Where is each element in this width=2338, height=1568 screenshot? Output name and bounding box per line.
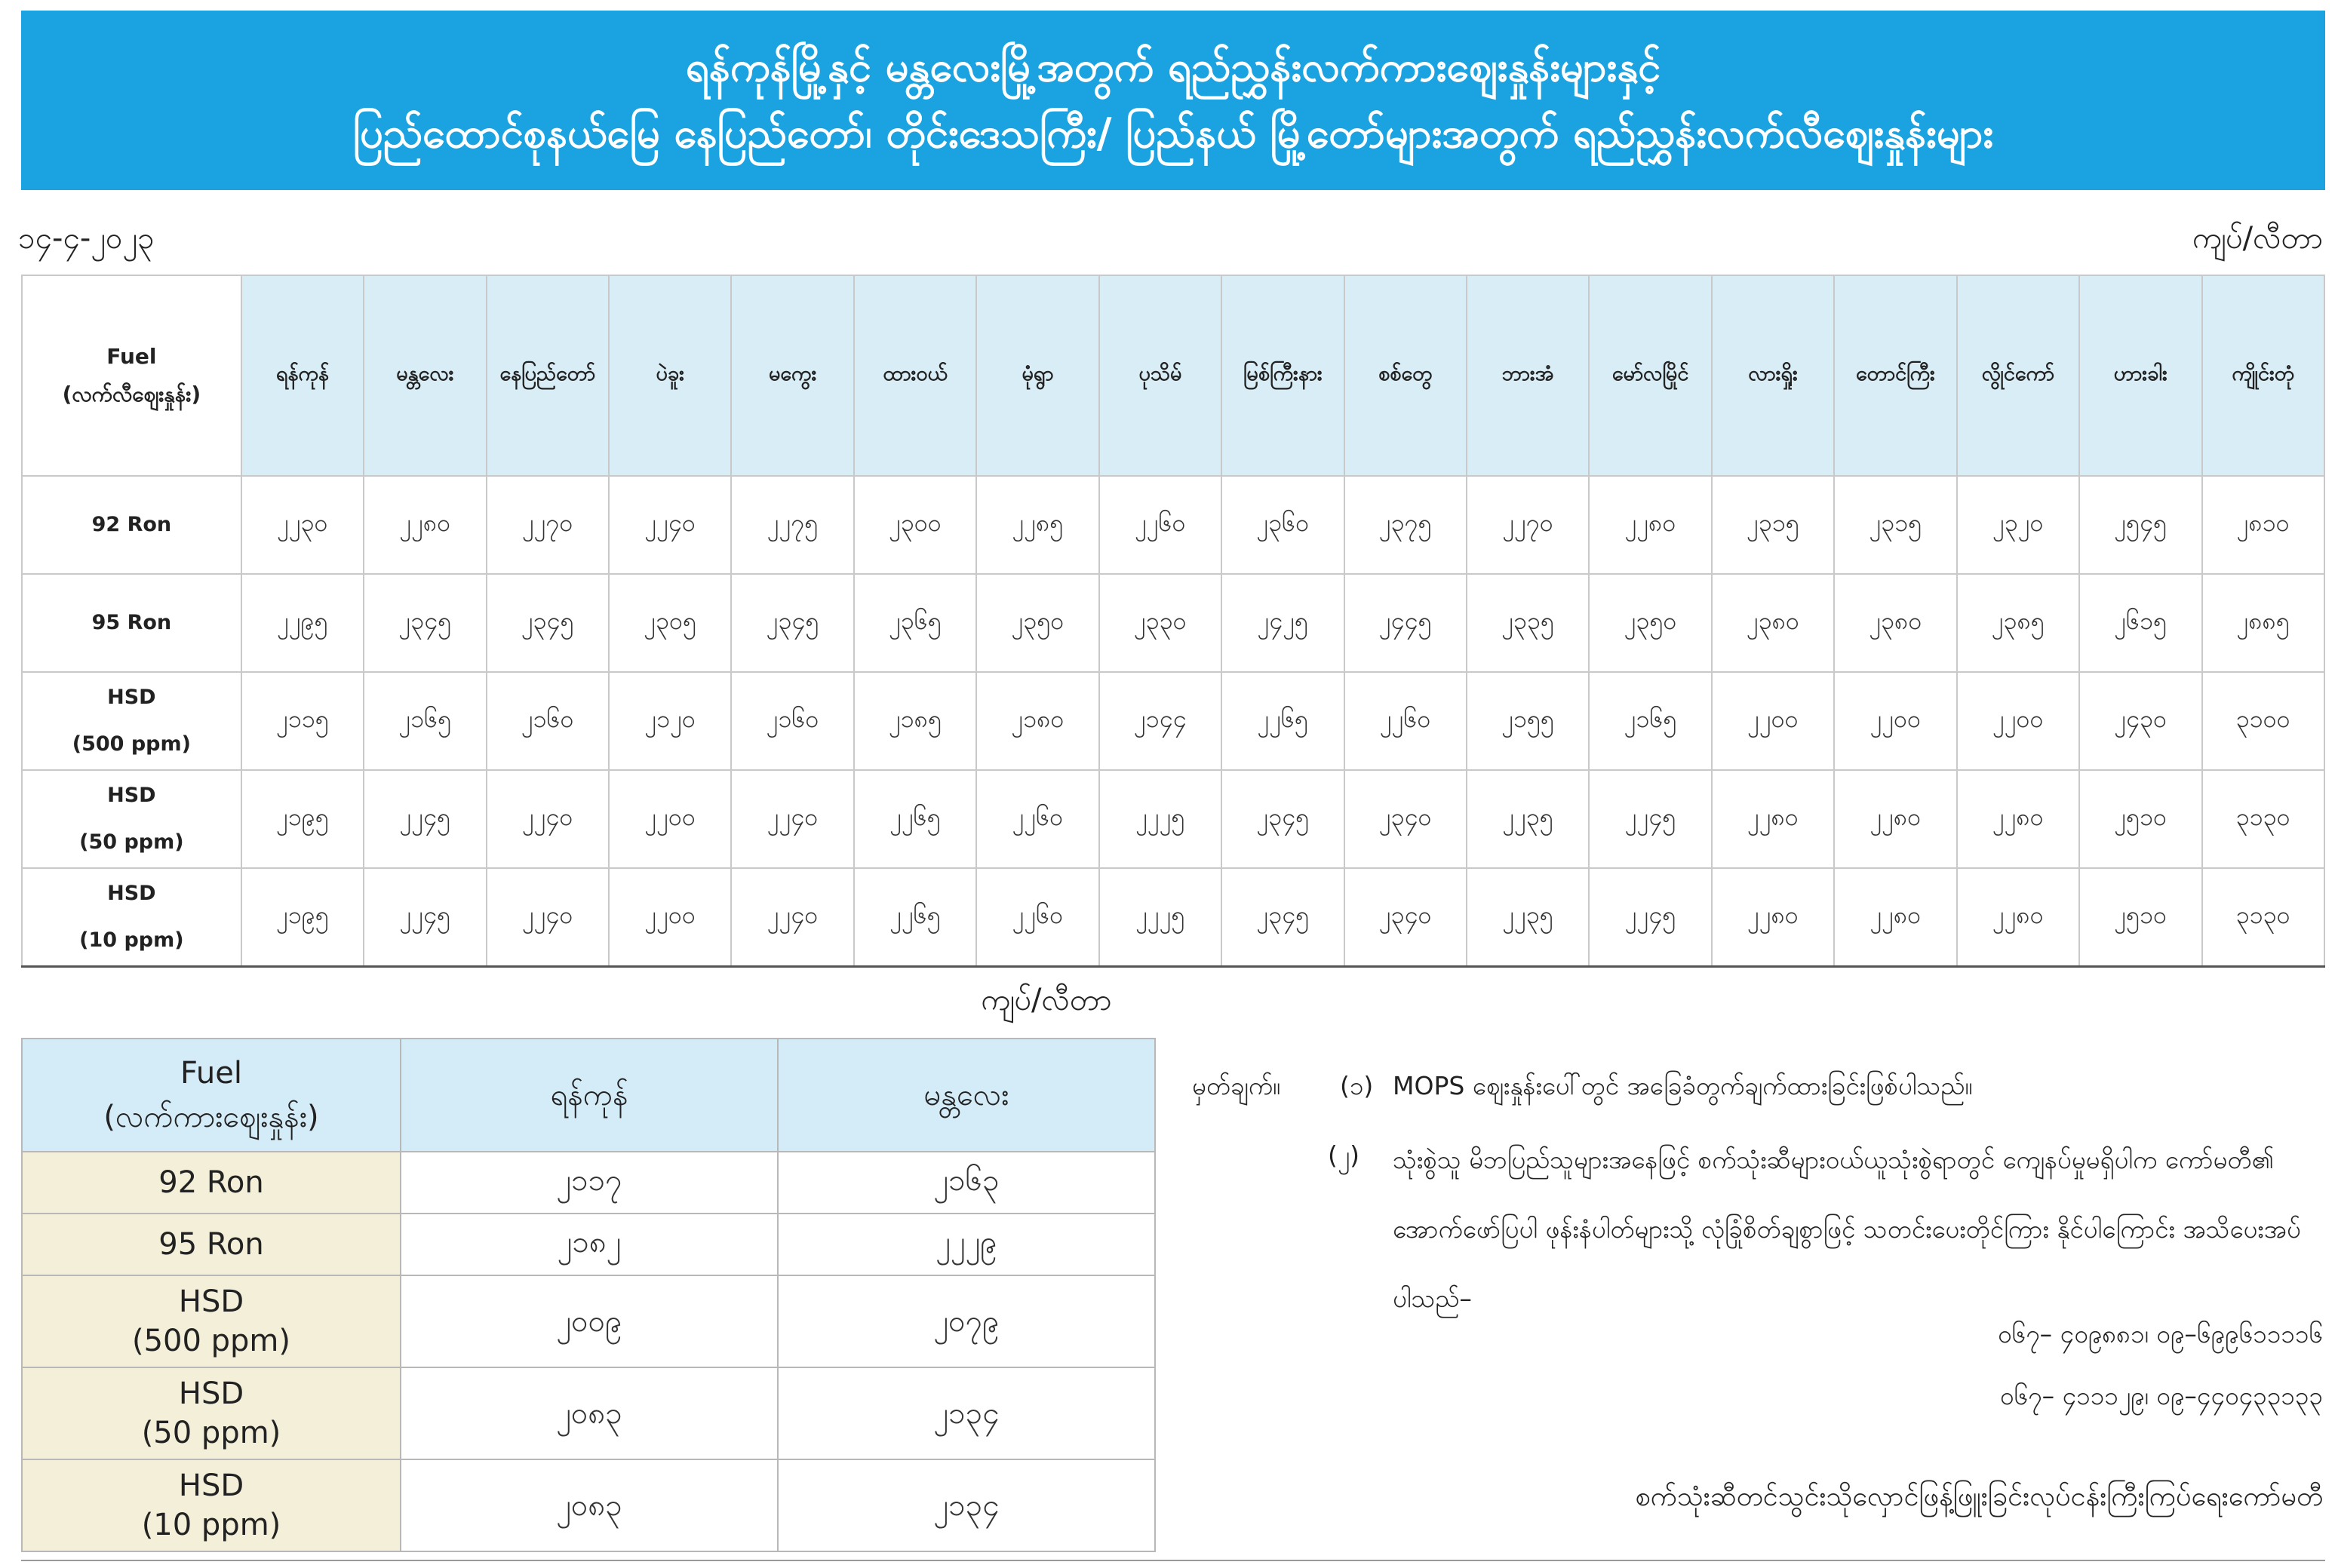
wholesale-fuel-label-line: HSD xyxy=(178,1468,244,1503)
retail-price-cell: ၂၃၆၀ xyxy=(1221,476,1344,574)
retail-price-cell: ၂၈၁၀ xyxy=(2202,476,2325,574)
retail-price-cell: ၂၃၄၅ xyxy=(487,574,609,672)
retail-price-cell: ၂၂၆၅ xyxy=(854,770,976,868)
retail-price-cell: ၂၃၅၀ xyxy=(1589,574,1711,672)
retail-price-cell: ၂၁၆၀ xyxy=(731,672,853,770)
retail-price-cell: ၂၂၃၅ xyxy=(1467,770,1589,868)
retail-price-cell: ၂၂၆၅ xyxy=(1221,672,1344,770)
retail-price-cell: ၂၆၁၅ xyxy=(2079,574,2201,672)
wholesale-table-header-row xyxy=(22,1039,1155,1152)
retail-price-cell: ၂၂၈၀ xyxy=(1834,868,1956,967)
unit-label-middle: ကျပ်/လီတာ xyxy=(981,983,1112,1017)
retail-price-cell: ၂၁၆၅ xyxy=(364,672,486,770)
wholesale-price-cell: ၂၀၇၉ xyxy=(778,1275,1155,1367)
retail-price-cell: ၂၁၂၀ xyxy=(609,672,731,770)
retail-price-cell: ၂၂၆၀ xyxy=(976,868,1098,967)
retail-price-cell: ၂၂၄၀ xyxy=(487,868,609,967)
retail-city-header: မုံရွာ xyxy=(976,275,1098,476)
retail-price-cell: ၂၃၃၅ xyxy=(1467,574,1589,672)
retail-city-header: ဟားခါး xyxy=(2079,275,2201,476)
wholesale-row xyxy=(22,1214,1155,1275)
retail-city-header: မကွေး xyxy=(731,275,853,476)
retail-fuel-label-line: (50 ppm) xyxy=(79,830,184,854)
retail-price-cell: ၂၃၈၀ xyxy=(1834,574,1956,672)
wholesale-price-cell: ၂၁၃၄ xyxy=(778,1459,1155,1551)
wholesale-price-cell: ၂၀၈၃ xyxy=(401,1459,778,1551)
retail-price-cell: ၂၅၁၀ xyxy=(2079,770,2201,868)
retail-price-cell: ၂၅၁၀ xyxy=(2079,868,2201,967)
committee-signature: စက်သုံးဆီတင်သွင်းသိုလှောင်ဖြန့်ဖြူးခြင်းလုပ်ငန်းကြီးကြပ်ရေးကော်မတီ xyxy=(1635,1481,2323,1512)
retail-price-cell: ၂၁၆၀ xyxy=(487,672,609,770)
wholesale-fuel-label xyxy=(22,1275,401,1367)
retail-city-header: ကျိုင်းတုံ xyxy=(2202,275,2325,476)
retail-fuel-label xyxy=(22,574,241,672)
retail-city-header: နေပြည်တော် xyxy=(487,275,609,476)
phone-numbers-2: ၀၆၇– ၄၁၁၁၂၉၊ ၀၉–၄၄၀၄၃၃၁၃၃ xyxy=(1999,1381,2323,1410)
wholesale-fuel-header xyxy=(22,1039,401,1152)
retail-price-cell: ၂၂၈၅ xyxy=(976,476,1098,574)
retail-city-header: လွိုင်ကော် xyxy=(1957,275,2079,476)
retail-price-cell: ၂၂၇၅ xyxy=(731,476,853,574)
wholesale-row xyxy=(22,1152,1155,1214)
note-2-number: (၂) xyxy=(1328,1140,1359,1170)
retail-price-cell: ၂၃၂၀ xyxy=(1957,476,2079,574)
retail-city-header: ပဲခူး xyxy=(609,275,731,476)
wholesale-row xyxy=(22,1367,1155,1459)
retail-price-cell: ၂၃၁၅ xyxy=(1834,476,1956,574)
retail-price-cell: ၂၃၀၀ xyxy=(854,476,976,574)
wholesale-price-cell: ၂၁၈၂ xyxy=(401,1214,778,1275)
retail-price-cell: ၂၃၁၅ xyxy=(1712,476,1834,574)
wholesale-fuel-label-line: HSD xyxy=(178,1376,244,1411)
retail-price-cell: ၂၄၄၅ xyxy=(1344,574,1467,672)
wholesale-city-header: ရန်ကုန် xyxy=(401,1039,778,1152)
wholesale-fuel-label xyxy=(22,1367,401,1459)
retail-fuel-header xyxy=(22,275,241,476)
retail-city-header: စစ်တွေ xyxy=(1344,275,1467,476)
retail-price-cell: ၃၁၀၀ xyxy=(2202,672,2325,770)
title-line-2: ပြည်ထောင်စုနယ်မြေ နေပြည်တော်၊ တိုင်းဒေသကြီး/ ပြည်နယ် မြို့တော်များအတွက် ရည်ညွှန်းလက်လီဈေးနှုန်းများ xyxy=(352,109,1994,157)
title-line-1: ရန်ကုန်မြို့နှင့် မန္တလေးမြို့အတွက် ရည်ညွှန်းလက်ကားဈေးနှုန်းများနှင့် xyxy=(685,43,1661,91)
retail-fuel-label-line: HSD xyxy=(107,686,156,709)
retail-city-header: လားရှိုး xyxy=(1712,275,1834,476)
retail-price-cell: ၂၂၀၀ xyxy=(609,770,731,868)
wholesale-fuel-label-line: (50 ppm) xyxy=(141,1416,281,1450)
retail-price-cell: ၂၁၁၅ xyxy=(241,672,364,770)
retail-row xyxy=(22,672,2324,770)
wholesale-fuel-label xyxy=(22,1152,401,1214)
wholesale-price-cell: ၂၁၁၇ xyxy=(401,1152,778,1214)
retail-price-cell: ၂၂၀၀ xyxy=(1712,672,1834,770)
retail-price-cell: ၂၂၄၅ xyxy=(1589,770,1711,868)
wholesale-price-cell: ၂၁၆၃ xyxy=(778,1152,1155,1214)
retail-fuel-label xyxy=(22,476,241,574)
retail-fuel-header-line-2: (လက်လီဈေးနှုန်း) xyxy=(62,382,201,407)
retail-price-cell: ၂၈၈၅ xyxy=(2202,574,2325,672)
wholesale-fuel-label xyxy=(22,1459,401,1551)
retail-price-cell: ၂၄၃၀ xyxy=(2079,672,2201,770)
retail-row xyxy=(22,574,2324,672)
retail-price-cell: ၂၄၂၅ xyxy=(1221,574,1344,672)
retail-price-cell: ၂၃၄၅ xyxy=(731,574,853,672)
retail-price-cell: ၂၂၈၀ xyxy=(364,476,486,574)
retail-price-cell: ၂၂၈၀ xyxy=(1834,770,1956,868)
retail-city-header: မန္တလေး xyxy=(364,275,486,476)
note-2-text: သုံးစွဲသူ မိဘပြည်သူများအနေဖြင့် စက်သုံးဆီများဝယ်ယူသုံးစွဲရာတွင် ကျေနပ်မှုမရှိပါက ကော်မတီ၏ အောက်ဖော်ပြပါ ဖုန်းနံပါတ်များသို့ လုံခြုံစိတ်ချစွာဖြင့် သတင်းပေးတိုင်ကြား နိုင်ပါကြောင်း အသိပေးအပ်ပါသည်– xyxy=(1393,1145,2301,1313)
retail-price-cell: ၂၂၈၀ xyxy=(1712,868,1834,967)
retail-fuel-label-line: (10 ppm) xyxy=(79,928,184,952)
retail-price-cell: ၂၁၆၅ xyxy=(1589,672,1711,770)
retail-price-cell: ၂၃၃၀ xyxy=(1099,574,1221,672)
retail-price-cell: ၂၂၀၀ xyxy=(609,868,731,967)
retail-price-cell: ၂၃၅၀ xyxy=(976,574,1098,672)
retail-price-cell: ၂၃၇၅ xyxy=(1344,476,1467,574)
retail-row xyxy=(22,770,2324,868)
retail-price-cell: ၂၅၄၅ xyxy=(2079,476,2201,574)
retail-price-cell: ၂၂၃၀ xyxy=(241,476,364,574)
retail-price-cell: ၂၂၄၅ xyxy=(364,770,486,868)
retail-price-cell: ၂၃၀၅ xyxy=(609,574,731,672)
retail-fuel-label-line: (500 ppm) xyxy=(72,732,191,756)
retail-city-header: ဘားအံ xyxy=(1467,275,1589,476)
retail-price-cell: ၂၂၆၀ xyxy=(976,770,1098,868)
wholesale-fuel-label-line: HSD xyxy=(178,1284,244,1319)
retail-price-cell: ၂၁၄၄ xyxy=(1099,672,1221,770)
retail-price-cell: ၃၁၃၀ xyxy=(2202,770,2325,868)
retail-price-cell: ၃၁၃၀ xyxy=(2202,868,2325,967)
wholesale-price-cell: ၂၀၈၃ xyxy=(401,1367,778,1459)
retail-price-cell: ၂၃၄၅ xyxy=(364,574,486,672)
retail-city-header: ပုသိမ် xyxy=(1099,275,1221,476)
retail-fuel-header-line-1: Fuel xyxy=(106,344,157,369)
unit-label-top: ကျပ်/လီတာ xyxy=(2192,221,2323,256)
retail-price-cell: ၂၂၈၀ xyxy=(1957,868,2079,967)
retail-price-cell: ၂၂၀၀ xyxy=(1834,672,1956,770)
retail-fuel-label-line: HSD xyxy=(107,784,156,807)
retail-price-cell: ၂၁၈၅ xyxy=(854,672,976,770)
retail-price-cell: ၂၁၉၅ xyxy=(241,770,364,868)
wholesale-price-cell: ၂၀၀၉ xyxy=(401,1275,778,1367)
retail-price-cell: ၂၂၆၅ xyxy=(854,868,976,967)
wholesale-city-header: မန္တလေး xyxy=(778,1039,1155,1152)
wholesale-fuel-label-line: 92 Ron xyxy=(158,1165,264,1200)
retail-price-cell: ၂၃၈၀ xyxy=(1712,574,1834,672)
retail-price-table xyxy=(21,275,2325,968)
retail-price-cell: ၂၂၈၀ xyxy=(1957,770,2079,868)
retail-price-cell: ၂၂၃၅ xyxy=(1467,868,1589,967)
retail-price-cell: ၂၁၉၅ xyxy=(241,868,364,967)
retail-price-cell: ၂၂၀၀ xyxy=(1957,672,2079,770)
note-1-number: (၁) xyxy=(1340,1071,1374,1100)
retail-row xyxy=(22,476,2324,574)
wholesale-fuel-header-line-1: Fuel xyxy=(180,1056,242,1091)
wholesale-price-cell: ၂၂၂၉ xyxy=(778,1214,1155,1275)
retail-price-cell: ၂၃၄၀ xyxy=(1344,868,1467,967)
retail-fuel-label-line: 92 Ron xyxy=(91,513,172,536)
retail-price-cell: ၂၃၄၅ xyxy=(1221,770,1344,868)
retail-city-header: ထားဝယ် xyxy=(854,275,976,476)
title-banner xyxy=(21,11,2325,190)
retail-fuel-label-line: HSD xyxy=(107,882,156,905)
retail-row xyxy=(22,868,2324,967)
notes-label: မှတ်ချက်။ xyxy=(1192,1071,1281,1100)
wholesale-fuel-header-line-2: (လက်ကားဈေးနှုန်း) xyxy=(103,1100,319,1134)
retail-price-cell: ၂၂၄၀ xyxy=(609,476,731,574)
retail-price-cell: ၂၂၄၀ xyxy=(731,770,853,868)
wholesale-fuel-label-line: (10 ppm) xyxy=(141,1508,281,1542)
retail-city-header: မော်လမြိုင် xyxy=(1589,275,1711,476)
date-label: ၁၄-၄-၂၀၂၃ xyxy=(18,221,155,256)
wholesale-fuel-label xyxy=(22,1214,401,1275)
retail-price-cell: ၂၁၅၅ xyxy=(1467,672,1589,770)
retail-fuel-label-line: 95 Ron xyxy=(91,611,172,634)
retail-price-cell: ၂၂၉၅ xyxy=(241,574,364,672)
retail-price-cell: ၂၂၈၀ xyxy=(1712,770,1834,868)
wholesale-price-cell: ၂၁၃၄ xyxy=(778,1367,1155,1459)
retail-price-cell: ၂၃၄၀ xyxy=(1344,770,1467,868)
retail-price-cell: ၂၂၆၀ xyxy=(1344,672,1467,770)
retail-price-cell: ၂၃၈၅ xyxy=(1957,574,2079,672)
retail-fuel-label xyxy=(22,770,241,868)
retail-price-cell: ၂၂၄၅ xyxy=(364,868,486,967)
retail-price-cell: ၂၃၆၅ xyxy=(854,574,976,672)
retail-city-header: တောင်ကြီး xyxy=(1834,275,1956,476)
retail-table-header-row xyxy=(22,275,2324,476)
retail-city-header: ရန်ကုန် xyxy=(241,275,364,476)
wholesale-price-table xyxy=(21,1038,1156,1552)
retail-fuel-label xyxy=(22,868,241,967)
bottom-divider xyxy=(21,1560,2325,1561)
wholesale-fuel-label-line: 95 Ron xyxy=(158,1227,264,1262)
retail-price-cell: ၂၂၂၅ xyxy=(1099,770,1221,868)
wholesale-row xyxy=(22,1275,1155,1367)
retail-price-cell: ၂၃၄၅ xyxy=(1221,868,1344,967)
retail-price-cell: ၂၂၆၀ xyxy=(1099,476,1221,574)
retail-price-cell: ၂၂၇၀ xyxy=(1467,476,1589,574)
retail-price-cell: ၂၂၄၅ xyxy=(1589,868,1711,967)
retail-price-cell: ၂၂၈၀ xyxy=(1589,476,1711,574)
retail-price-cell: ၂၁၈၀ xyxy=(976,672,1098,770)
retail-city-header: မြစ်ကြီးနား xyxy=(1221,275,1344,476)
wholesale-row xyxy=(22,1459,1155,1551)
phone-numbers-1: ၀၆၇– ၄၀၉၈၈၁၊ ၀၉–၆၉၉၆၁၁၁၁၆ xyxy=(1997,1319,2323,1349)
retail-fuel-label xyxy=(22,672,241,770)
retail-price-cell: ၂၂၄၀ xyxy=(731,868,853,967)
retail-price-cell: ၂၂၂၅ xyxy=(1099,868,1221,967)
retail-price-cell: ၂၂၇၀ xyxy=(487,476,609,574)
retail-price-cell: ၂၂၄၀ xyxy=(487,770,609,868)
wholesale-fuel-label-line: (500 ppm) xyxy=(131,1324,291,1358)
note-1-text: MOPS ဈေးနှုန်းပေါ်တွင် အခြေခံတွက်ချက်ထားခြင်းဖြစ်ပါသည်။ xyxy=(1393,1071,1973,1100)
